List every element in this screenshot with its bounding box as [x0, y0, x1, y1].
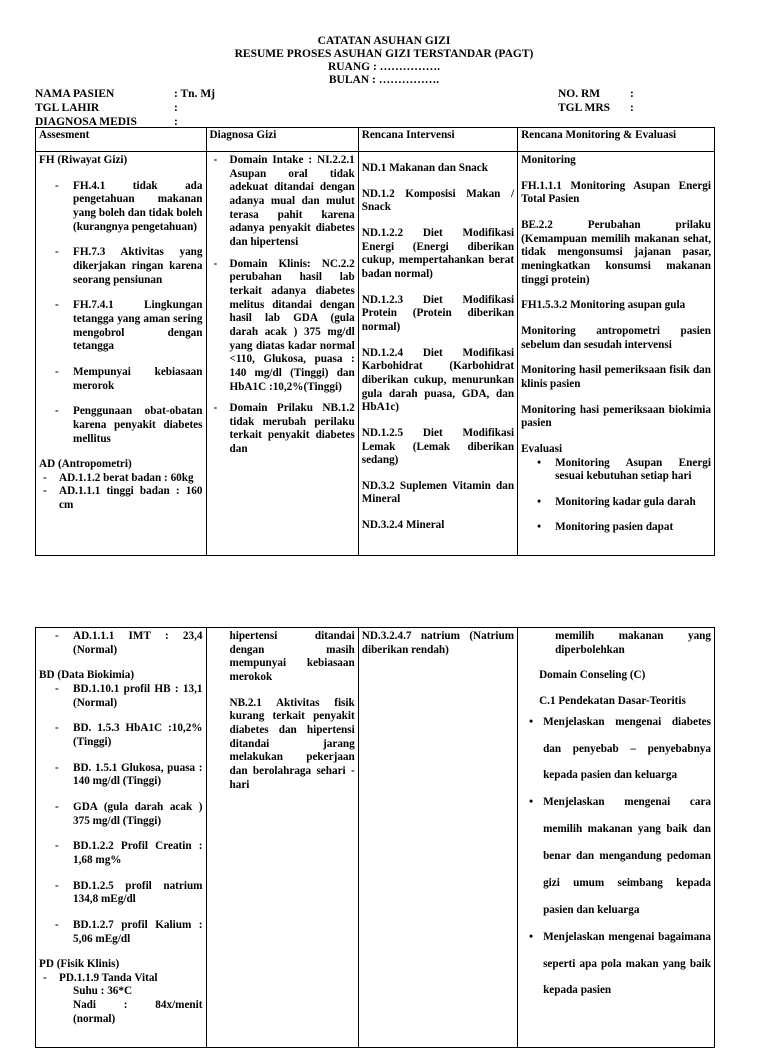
- list-item: - BD. 1.5.3 HbA1C :10,2% (Tinggi): [55, 722, 203, 748]
- nadi-status: (normal): [73, 1012, 116, 1025]
- list-item: - BD.1.2.5 profil natrium 134,8 mEg/dl: [55, 879, 203, 906]
- monitoring-item: Monitoring hasi pemeriksaan biokimia pasien: [521, 403, 711, 430]
- monitoring-item: Monitoring antropometri pasien sebelum dan sesudah intervensi: [521, 324, 711, 351]
- c1-title: C.1 Pendekatan Dasar-Teoritis: [539, 694, 686, 707]
- column-header-intervensi: Rencana Intervensi: [358, 128, 517, 152]
- bulan-line: BULAN : …………….: [328, 74, 440, 86]
- monitoring-cell-cont: [518, 628, 715, 1048]
- intervensi-item: ND.3.2 Suplemen Vitamin dan Mineral: [361, 479, 515, 506]
- tgl-mrs-label: TGL MRS: [558, 102, 611, 114]
- evaluasi-item: • Monitoring kadar gula darah: [537, 495, 696, 508]
- assessment-cell-cont: [36, 628, 207, 1048]
- diagnosa-medis-value: :: [174, 116, 178, 128]
- diagnosa-medis-label: DIAGNOSA MEDIS: [35, 116, 137, 128]
- diagnosa-nb21: NB.2.1 Aktivitas fisik kurang terkait penyakit diabetes dan hipertensi ditandai jarang melakukan pekerjaan dan berolahraga sehari - hari: [229, 696, 355, 791]
- monitoring-title: Monitoring: [521, 154, 576, 166]
- nadi-value: 84x/menit: [155, 999, 203, 1012]
- ad-section-title: AD (Antropometri): [39, 458, 132, 471]
- monitoring-item: Monitoring hasil pemeriksaan fisik dan klinis pasien: [521, 364, 711, 390]
- domain-conseling-title: Domain Conseling (C): [539, 669, 646, 682]
- list-item: - BD.1.2.7 profil Kalium : 5,06 mEg/dl: [55, 918, 203, 945]
- list-item: - FH.4.1 tidak ada pengetahuan makanan yang boleh dan tidak boleh (kurangnya pengetahuan): [55, 179, 203, 233]
- intervensi-cell: [358, 152, 517, 556]
- intervensi-item: ND.3.2.4.7 natrium (Natrium diberikan rendah): [361, 630, 515, 656]
- column-header-diagnosa: Diagnosa Gizi: [206, 128, 358, 152]
- document-title: CATATAN ASUHAN GIZI: [317, 35, 451, 47]
- document-subtitle: RESUME PROSES ASUHAN GIZI TERSTANDAR (PAGT): [234, 48, 534, 60]
- diagnosa-klinis: - Domain Klinis: NC.2.2 perubahan hasil lab terkait adanya diabetes melitus ditandai dengan hasil lab GDA (gula darah acak ) 375 mg/dl yang diatas kadar normal <110, Glukosa, puasa : 140 mg/dl (Tinggi) dan HbA1C :10,2%(Tinggi): [213, 257, 355, 393]
- evaluasi-item: • Monitoring Asupan Energi sesuai kebutuhan setiap hari: [537, 456, 711, 483]
- suhu-value: Suhu : 36*C: [73, 985, 133, 998]
- monitoring-item: BE.2.2 Perubahan prilaku (Kemampuan memilih makanan sehat, tidak mengonsumsi jajanan pasar, meningkatkan konsumsi makanan tinggi protein): [521, 218, 711, 286]
- intervensi-item: ND.1 Makanan dan Snack: [361, 162, 488, 174]
- intervensi-cell-cont: [358, 628, 517, 1048]
- diagnosa-prilaku: - Domain Prilaku NB.1.2 tidak merubah perilaku terkait penyakit diabetes dan: [213, 402, 355, 456]
- pd-section-title: PD (Fisik Klinis): [39, 958, 120, 971]
- pagt-table-page2: [35, 627, 715, 1048]
- diagnosa-cell: [206, 152, 358, 556]
- conseling-item: • Menjelaskan mengenai diabetes dan penyebab – penyebabnya kepada pasien dan keluarga: [529, 715, 711, 782]
- monitoring-item: FH1.5.3.2 Monitoring asupan gula: [521, 299, 686, 312]
- monitoring-cell: [518, 152, 715, 556]
- list-item: - GDA (gula darah acak ) 375 mg/dl (Tinggi): [55, 800, 203, 827]
- intervensi-item: ND.1.2 Komposisi Makan / Snack: [361, 187, 515, 214]
- intervensi-item: ND.1.2.3 Diet Modifikasi Protein (Protein diberikan normal): [361, 293, 515, 333]
- diagnosa-cell-cont: [206, 628, 358, 1048]
- column-header-monitoring: Rencana Monitoring & Evaluasi: [518, 128, 715, 152]
- intervensi-item: ND.1.2.5 Diet Modifikasi Lemak (Lemak diberikan sedang): [361, 426, 515, 467]
- nadi-colon: :: [123, 999, 128, 1012]
- conseling-item: • Menjelaskan mengenai bagaimana seperti apa pola makan yang baik kepada pasien: [529, 930, 711, 997]
- diagnosa-cont: hipertensi ditandai dengan masih mempunyai kebiasaan merokok: [229, 630, 355, 683]
- list-item: - BD.1.2.2 Profil Creatin : 1,68 mg%: [55, 840, 203, 866]
- monitoring-cont: memilih makanan yang diperbolehkan: [555, 630, 711, 656]
- intervensi-item: ND.1.2.4 Diet Modifikasi Karbohidrat (Karbohidrat diberikan cukup, menurunkan gula darah puasa, GDA, dan HbA1c): [361, 346, 515, 414]
- nama-pasien-value: : Tn. Mj: [174, 88, 215, 100]
- list-item: - FH.7.3 Aktivitas yang dikerjakan ringan karena seorang pensiunan: [55, 246, 203, 286]
- evaluasi-item: • Monitoring pasien dapat: [537, 521, 674, 534]
- bd-section-title: BD (Data Biokimia): [39, 669, 135, 682]
- evaluasi-title: Evaluasi: [521, 442, 563, 455]
- tgl-lahir-label: TGL LAHIR: [35, 102, 100, 114]
- diagnosa-intake: - Domain Intake : NI.2.2.1 Asupan oral tidak adekuat ditandai dengan adanya mual dan mulut terasa pahit karena adanya penyakit diabetes dan hipertensi: [213, 154, 355, 248]
- column-header-assesment: Assesment: [36, 128, 207, 152]
- list-item: - Mempunyai kebiasaan merorok: [55, 365, 203, 392]
- list-item: - FH.7.4.1 Lingkungan tetangga yang aman sering mengobrol dengan tetangga: [55, 299, 203, 353]
- assessment-cell: [36, 152, 207, 556]
- list-item: - AD.1.1.1 IMT : 23,4 (Normal): [55, 630, 203, 656]
- tgl-lahir-value: :: [174, 102, 178, 114]
- list-item: - BD. 1.5.1 Glukosa, puasa : 140 mg/dl (Tinggi): [55, 761, 203, 788]
- tgl-mrs-value: :: [630, 102, 634, 114]
- list-item: - BD.1.10.1 profil HB : 13,1 (Normal): [55, 682, 203, 709]
- nama-pasien-label: NAMA PASIEN: [35, 88, 115, 100]
- no-rm-label: NO. RM: [558, 88, 601, 100]
- list-item: - AD.1.1.2 berat badan : 60kg: [43, 471, 194, 484]
- fh-section-title: FH (Riwayat Gizi): [39, 154, 128, 166]
- conseling-item: • Menjelaskan mengenai cara memilih makanan yang baik dan benar dan mengandung pedoman gizi umum seimbang kepada pasien dan keluarga: [529, 796, 711, 916]
- no-rm-value: :: [630, 88, 634, 100]
- intervensi-item: ND.1.2.2 Diet Modifikasi Energi (Energi diberikan cukup, mempertahankan berat badan normal): [361, 226, 515, 280]
- list-item: - PD.1.1.9 Tanda Vital: [43, 971, 158, 984]
- monitoring-item: FH.1.1.1 Monitoring Asupan Energi Total Pasien: [521, 179, 711, 206]
- nadi-label: Nadi: [73, 999, 97, 1012]
- pagt-table-page1: [35, 127, 715, 556]
- ruang-line: RUANG : …………….: [327, 61, 441, 73]
- list-item: - AD.1.1.1 tinggi badan : 160 cm: [43, 485, 203, 512]
- list-item: - Penggunaan obat-obatan karena penyakit diabetes mellitus: [55, 405, 203, 445]
- intervensi-item: ND.3.2.4 Mineral: [361, 519, 445, 532]
